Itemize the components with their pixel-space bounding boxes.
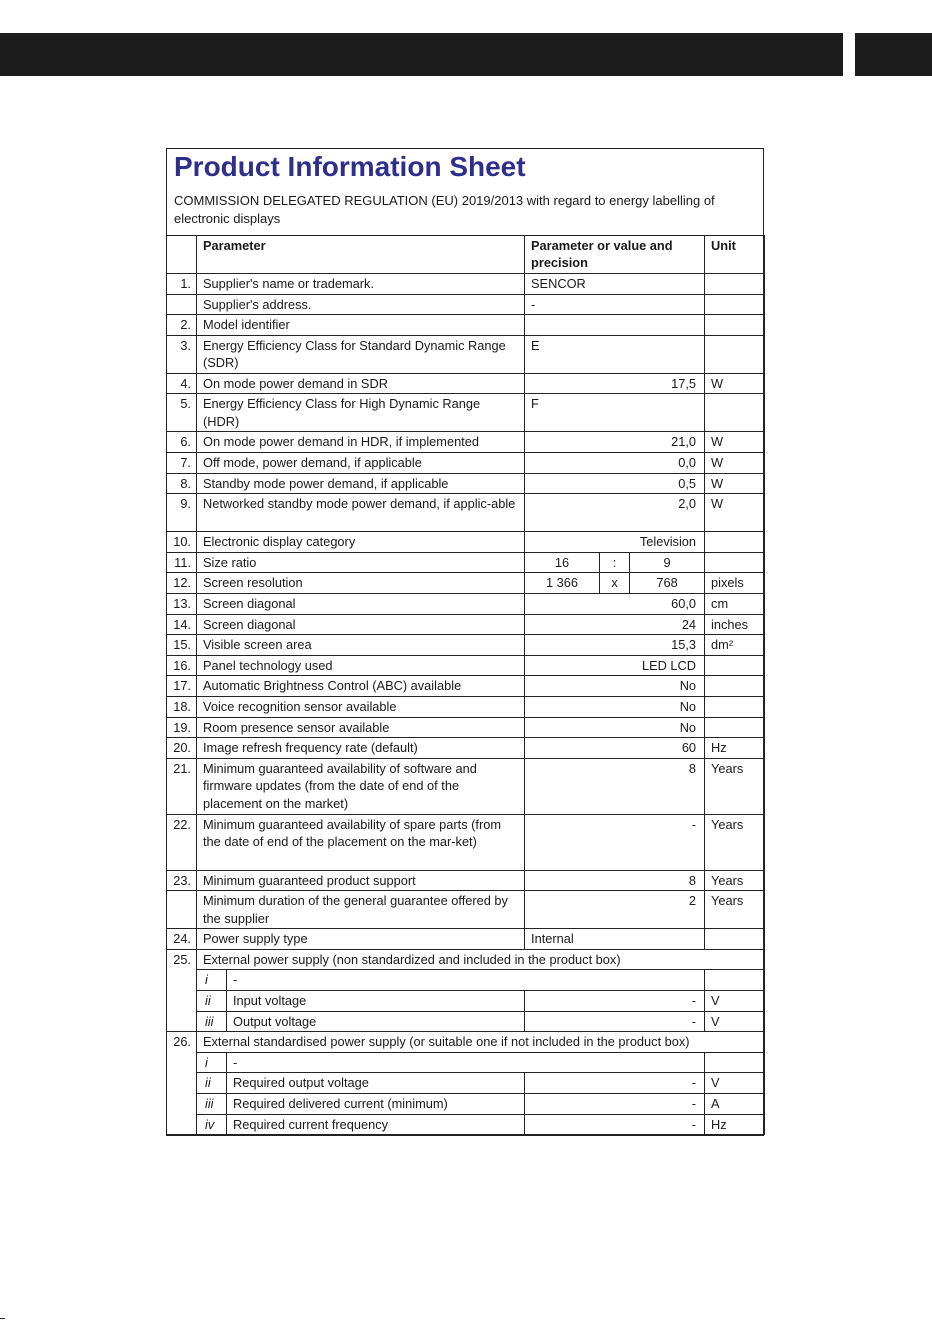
row-unit: Years	[705, 814, 765, 870]
standard-power-supply-item-unit: A	[705, 1094, 765, 1115]
external-power-supply-item-index: ii	[197, 991, 227, 1012]
row-value: Internal	[525, 929, 705, 950]
standard-power-supply-item-unit: Hz	[705, 1114, 765, 1135]
table-row	[167, 335, 765, 373]
row-parameter: On mode power demand in HDR, if implemented	[197, 432, 525, 453]
table-row	[167, 452, 765, 473]
standard-power-supply-item-unit	[705, 1052, 765, 1073]
table-row	[167, 315, 765, 336]
standard-power-supply-item-index: ii	[197, 1073, 227, 1094]
external-power-supply-item-index: i	[197, 970, 227, 991]
row-value: 0,0	[525, 452, 705, 473]
row-value: -	[525, 294, 705, 315]
row-value-b: 9	[630, 552, 705, 573]
row-parameter: Screen diagonal	[197, 593, 525, 614]
row-parameter: Automatic Brightness Control (ABC) available	[197, 676, 525, 697]
row-number: 4.	[167, 373, 197, 394]
row-value-separator: x	[600, 573, 630, 594]
row-value: 60	[525, 738, 705, 759]
row-parameter: Size ratio	[197, 552, 525, 573]
row-parameter: Model identifier	[197, 315, 525, 336]
table-row	[167, 738, 765, 759]
external-power-supply-item-value: -	[525, 991, 705, 1012]
external-power-supply-title-row	[167, 949, 765, 970]
row-unit	[705, 552, 765, 573]
row-parameter: Panel technology used	[197, 655, 525, 676]
row-number: 3.	[167, 335, 197, 373]
external-power-supply-number: 25.	[167, 949, 197, 1031]
row-parameter: Standby mode power demand, if applicable	[197, 473, 525, 494]
standard-power-supply-item-index: iii	[197, 1094, 227, 1115]
external-power-supply-item-label: Input voltage	[227, 991, 525, 1012]
row-number	[167, 294, 197, 315]
row-value: 8	[525, 870, 705, 891]
table-row	[167, 758, 765, 814]
table-row	[167, 614, 765, 635]
row-number: 6.	[167, 432, 197, 453]
header-unit: Unit	[705, 236, 765, 274]
row-unit: W	[705, 494, 765, 532]
standard-power-supply-item-row	[167, 1073, 765, 1094]
table-row	[167, 552, 765, 573]
standard-power-supply-item-unit: V	[705, 1073, 765, 1094]
row-unit: W	[705, 373, 765, 394]
product-information-sheet	[166, 148, 764, 1136]
row-number: 1.	[167, 274, 197, 295]
row-value: F	[525, 394, 705, 432]
external-power-supply-item-label: Output voltage	[227, 1011, 525, 1032]
table-row	[167, 929, 765, 950]
table-row	[167, 655, 765, 676]
row-parameter: Visible screen area	[197, 635, 525, 656]
row-number: 18.	[167, 696, 197, 717]
table-row	[167, 870, 765, 891]
row-value: -	[525, 814, 705, 870]
row-number: 12.	[167, 573, 197, 594]
table-header-row	[167, 236, 765, 274]
table-row	[167, 394, 765, 432]
table-row	[167, 532, 765, 553]
row-unit	[705, 294, 765, 315]
row-parameter: Minimum guaranteed availability of spare parts (from the date of end of the placement on the mar-ket)	[197, 814, 525, 870]
standard-power-supply-item-label: Required current frequency	[227, 1114, 525, 1135]
table-row	[167, 473, 765, 494]
table-row	[167, 573, 765, 594]
row-unit	[705, 335, 765, 373]
page-tab-marker	[855, 33, 932, 76]
row-number: 23.	[167, 870, 197, 891]
row-unit	[705, 274, 765, 295]
standard-power-supply-item-index: iv	[197, 1114, 227, 1135]
table-row	[167, 696, 765, 717]
row-number: 10.	[167, 532, 197, 553]
row-parameter: Room presence sensor available	[197, 717, 525, 738]
row-number: 5.	[167, 394, 197, 432]
header-parameter: Parameter	[197, 236, 525, 274]
row-number: 14.	[167, 614, 197, 635]
standard-power-supply-item-row	[167, 1052, 765, 1073]
standard-power-supply-item-index: i	[197, 1052, 227, 1073]
table-row	[167, 294, 765, 315]
table-row	[167, 891, 765, 929]
table-row	[167, 717, 765, 738]
table-row	[167, 676, 765, 697]
row-unit	[705, 394, 765, 432]
row-unit: Years	[705, 891, 765, 929]
standard-power-supply-item-row	[167, 1114, 765, 1135]
row-unit	[705, 532, 765, 553]
sheet-subtitle: COMMISSION DELEGATED REGULATION (EU) 2019/2013 with regard to energy labelling of electronic displays	[174, 193, 715, 226]
row-unit: inches	[705, 614, 765, 635]
table-row	[167, 274, 765, 295]
header-no-cell	[167, 236, 197, 274]
external-power-supply-item-row	[167, 1011, 765, 1032]
sheet-header	[167, 149, 763, 236]
row-number: 17.	[167, 676, 197, 697]
external-power-supply-item-row	[167, 970, 765, 991]
table-row	[167, 432, 765, 453]
row-unit	[705, 655, 765, 676]
row-value-b: 768	[630, 573, 705, 594]
row-value: No	[525, 676, 705, 697]
row-unit: W	[705, 452, 765, 473]
row-number: 13.	[167, 593, 197, 614]
row-value: 21,0	[525, 432, 705, 453]
standard-power-supply-number: 26.	[167, 1032, 197, 1135]
table-row	[167, 635, 765, 656]
row-value: No	[525, 717, 705, 738]
row-unit: Years	[705, 758, 765, 814]
row-unit	[705, 315, 765, 336]
row-parameter: Minimum duration of the general guarantee offered by the supplier	[197, 891, 525, 929]
row-parameter: Screen diagonal	[197, 614, 525, 635]
crop-mark	[0, 1318, 5, 1319]
row-number: 24.	[167, 929, 197, 950]
standard-power-supply-item-value: -	[525, 1094, 705, 1115]
table-row	[167, 373, 765, 394]
standard-power-supply-item-value: -	[525, 1114, 705, 1135]
row-value: 2	[525, 891, 705, 929]
standard-power-supply-item-label: Required delivered current (minimum)	[227, 1094, 525, 1115]
row-value: LED LCD	[525, 655, 705, 676]
external-power-supply-title: External power supply (non standardized and included in the product box)	[197, 949, 765, 970]
row-parameter: Supplier's address.	[197, 294, 525, 315]
row-value: Television	[525, 532, 705, 553]
row-unit: dm²	[705, 635, 765, 656]
row-parameter: Energy Efficiency Class for High Dynamic Range (HDR)	[197, 394, 525, 432]
row-unit: Hz	[705, 738, 765, 759]
row-number: 8.	[167, 473, 197, 494]
table-row	[167, 494, 765, 532]
row-parameter: Energy Efficiency Class for Standard Dynamic Range (SDR)	[197, 335, 525, 373]
row-parameter: On mode power demand in SDR	[197, 373, 525, 394]
row-number: 2.	[167, 315, 197, 336]
row-parameter: Supplier's name or trademark.	[197, 274, 525, 295]
row-number: 22.	[167, 814, 197, 870]
external-power-supply-item-unit: V	[705, 991, 765, 1012]
external-power-supply-item-value: -	[525, 1011, 705, 1032]
row-parameter: Networked standby mode power demand, if applic-able	[197, 494, 525, 532]
row-value-separator: :	[600, 552, 630, 573]
row-number: 15.	[167, 635, 197, 656]
row-unit	[705, 676, 765, 697]
row-number: 11.	[167, 552, 197, 573]
row-parameter: Minimum guaranteed product support	[197, 870, 525, 891]
header-value: Parameter or value and precision	[525, 236, 705, 274]
row-parameter: Voice recognition sensor available	[197, 696, 525, 717]
standard-power-supply-title: External standardised power supply (or suitable one if not included in the product box)	[197, 1032, 765, 1053]
row-value: SENCOR	[525, 274, 705, 295]
external-power-supply-item-row	[167, 991, 765, 1012]
row-value	[525, 315, 705, 336]
row-value: E	[525, 335, 705, 373]
standard-power-supply-item-label: Required output voltage	[227, 1073, 525, 1094]
table-row	[167, 593, 765, 614]
row-number: 7.	[167, 452, 197, 473]
row-value-a: 1 366	[525, 573, 600, 594]
table-row	[167, 814, 765, 870]
row-value: 15,3	[525, 635, 705, 656]
row-unit: Years	[705, 870, 765, 891]
row-value: 60,0	[525, 593, 705, 614]
external-power-supply-item-label: -	[227, 970, 705, 991]
row-unit: W	[705, 473, 765, 494]
row-unit	[705, 717, 765, 738]
row-value: 17,5	[525, 373, 705, 394]
row-value-a: 16	[525, 552, 600, 573]
row-number: 9.	[167, 494, 197, 532]
row-number: 16.	[167, 655, 197, 676]
row-unit	[705, 929, 765, 950]
sheet-title: Product Information Sheet	[174, 151, 526, 182]
standard-power-supply-item-value: -	[525, 1073, 705, 1094]
row-parameter: Power supply type	[197, 929, 525, 950]
row-value: 8	[525, 758, 705, 814]
standard-power-supply-item-label: -	[227, 1052, 705, 1073]
external-power-supply-item-unit: V	[705, 1011, 765, 1032]
row-value: No	[525, 696, 705, 717]
row-value: 2,0	[525, 494, 705, 532]
parameters-table	[166, 235, 765, 1135]
row-parameter: Screen resolution	[197, 573, 525, 594]
row-number: 20.	[167, 738, 197, 759]
row-unit	[705, 696, 765, 717]
row-unit: W	[705, 432, 765, 453]
row-value: 24	[525, 614, 705, 635]
row-parameter: Off mode, power demand, if applicable	[197, 452, 525, 473]
row-parameter: Image refresh frequency rate (default)	[197, 738, 525, 759]
row-value: 0,5	[525, 473, 705, 494]
standard-power-supply-item-row	[167, 1094, 765, 1115]
row-number	[167, 891, 197, 929]
row-parameter: Minimum guaranteed availability of software and firmware updates (from the date of end of the placement on the market)	[197, 758, 525, 814]
standard-power-supply-title-row	[167, 1032, 765, 1053]
row-unit: pixels	[705, 573, 765, 594]
external-power-supply-item-unit	[705, 970, 765, 991]
row-number: 19.	[167, 717, 197, 738]
top-header-bar	[0, 33, 843, 76]
external-power-supply-item-index: iii	[197, 1011, 227, 1032]
row-number: 21.	[167, 758, 197, 814]
row-unit: cm	[705, 593, 765, 614]
row-parameter: Electronic display category	[197, 532, 525, 553]
